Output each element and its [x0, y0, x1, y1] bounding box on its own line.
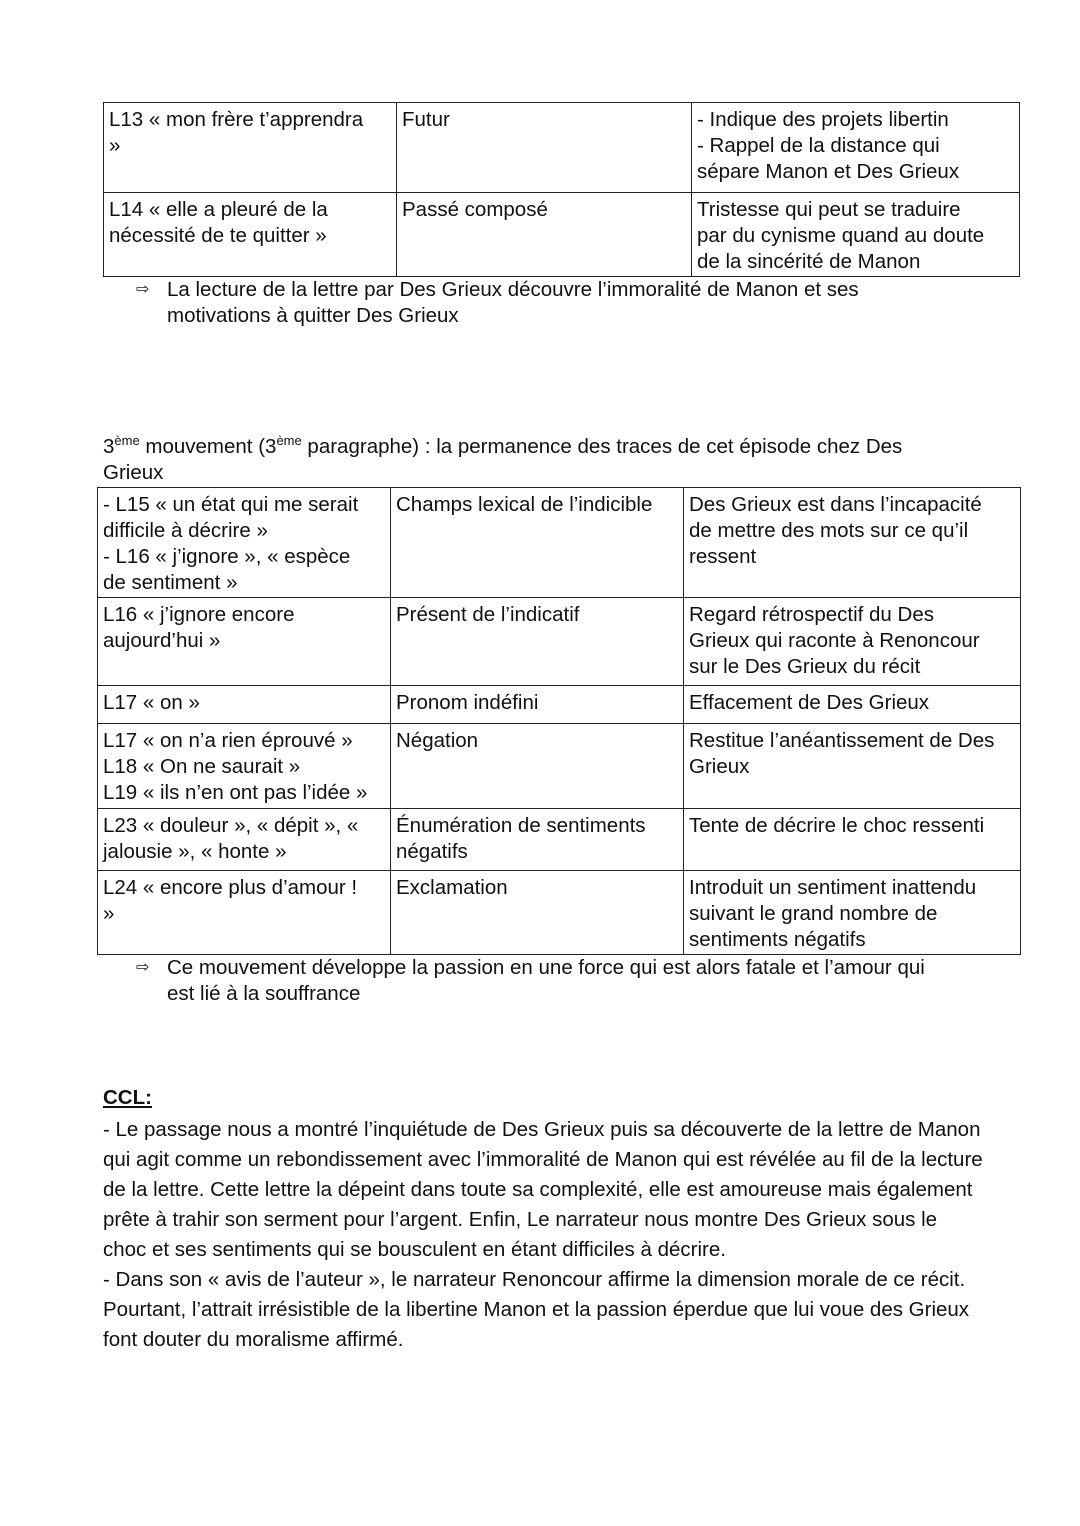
- interpretation-cell: Tente de décrire le choc ressenti: [684, 809, 1021, 871]
- conclusion-text: Ce mouvement développe la passion en une force qui est alors fatale et l’amour qui est lié à la souffrance: [167, 956, 925, 1005]
- quote-cell: L14 « elle a pleuré de la nécessité de te quitter »: [104, 193, 397, 277]
- interpretation-cell: Tristesse qui peut se traduire par du cynisme quand au doute de la sincérité de Manon: [692, 193, 1020, 277]
- quote-cell: - L15 « un état qui me serait difficile à décrire » - L16 « j’ignore », « espèce de sentiment »: [98, 488, 391, 598]
- movement-2-conclusion: [136, 277, 996, 329]
- device-cell: Champs lexical de l’indicible: [391, 488, 684, 598]
- quote-cell: L23 « douleur », « dépit », « jalousie », « honte »: [98, 809, 391, 871]
- table-row: [98, 488, 1021, 598]
- analysis-table-3: [97, 487, 1021, 955]
- table-row: [98, 724, 1021, 809]
- conclusion-paragraph: - Dans son « avis de l’auteur », le narrateur Renoncour affirme la dimension morale de ce récit. Pourtant, l’attrait irrésistible de la libertine Manon et la passion éperdue que lui voue des Grieux font douter du moralisme affirmé.: [103, 1268, 970, 1351]
- quote-cell: L17 « on n’a rien éprouvé » L18 « On ne saurait » L19 « ils n’en ont pas l’idée »: [98, 724, 391, 809]
- conclusion-heading: CCL:: [103, 1086, 152, 1109]
- interpretation-cell: Effacement de Des Grieux: [684, 686, 1021, 724]
- interpretation-cell: Restitue l’anéantissement de Des Grieux: [684, 724, 1021, 809]
- analysis-table-2: [103, 102, 1020, 277]
- interpretation-cell: - Indique des projets libertin - Rappel de la distance qui sépare Manon et Des Grieux: [692, 103, 1020, 193]
- interpretation-cell: Regard rétrospectif du Des Grieux qui raconte à Renoncour sur le Des Grieux du récit: [684, 598, 1021, 686]
- arrow-icon: ⇨: [136, 281, 150, 298]
- table-row: [98, 686, 1021, 724]
- device-cell: Futur: [397, 103, 692, 193]
- quote-cell: L13 « mon frère t’apprendra »: [104, 103, 397, 193]
- arrow-icon: ⇨: [136, 959, 150, 976]
- movement-3-conclusion: [136, 955, 996, 1007]
- device-cell: Exclamation: [391, 871, 684, 955]
- table-row: [98, 809, 1021, 871]
- table-row: [98, 598, 1021, 686]
- conclusion-paragraph: - Le passage nous a montré l’inquiétude de Des Grieux puis sa découverte de la lettre de Manon qui agit comme un rebondissement avec l’immoralité de Manon qui est révélée au fil de la lecture de la lettre. Cette lettre la dépeint dans toute sa complexité, elle est amoureuse mais également prête à trahir son serment pour l’argent. Enfin, Le narrateur nous montre Des Grieux sous le choc et ses sentiments qui se bousculent en étant difficiles à décrire.: [103, 1118, 983, 1261]
- quote-cell: L16 « j’ignore encore aujourd’hui »: [98, 598, 391, 686]
- section-3-heading: 3ème mouvement (3ème paragraphe) : la permanence des traces de cet épisode chez Des Grieux: [103, 433, 903, 484]
- quote-cell: L24 « encore plus d’amour ! »: [98, 871, 391, 955]
- device-cell: Pronom indéfini: [391, 686, 684, 724]
- device-cell: Énumération de sentiments négatifs: [391, 809, 684, 871]
- interpretation-cell: Des Grieux est dans l’incapacité de mettre des mots sur ce qu’il ressent: [684, 488, 1021, 598]
- device-cell: Passé composé: [397, 193, 692, 277]
- quote-cell: L17 « on »: [98, 686, 391, 724]
- table-row: [104, 103, 1020, 193]
- device-cell: Négation: [391, 724, 684, 809]
- conclusion-text: La lecture de la lettre par Des Grieux découvre l’immoralité de Manon et ses motivations à quitter Des Grieux: [167, 278, 859, 327]
- interpretation-cell: Introduit un sentiment inattendu suivant le grand nombre de sentiments négatifs: [684, 871, 1021, 955]
- table-row: [104, 193, 1020, 277]
- table-row: [98, 871, 1021, 955]
- device-cell: Présent de l’indicatif: [391, 598, 684, 686]
- conclusion-body: [103, 1115, 983, 1355]
